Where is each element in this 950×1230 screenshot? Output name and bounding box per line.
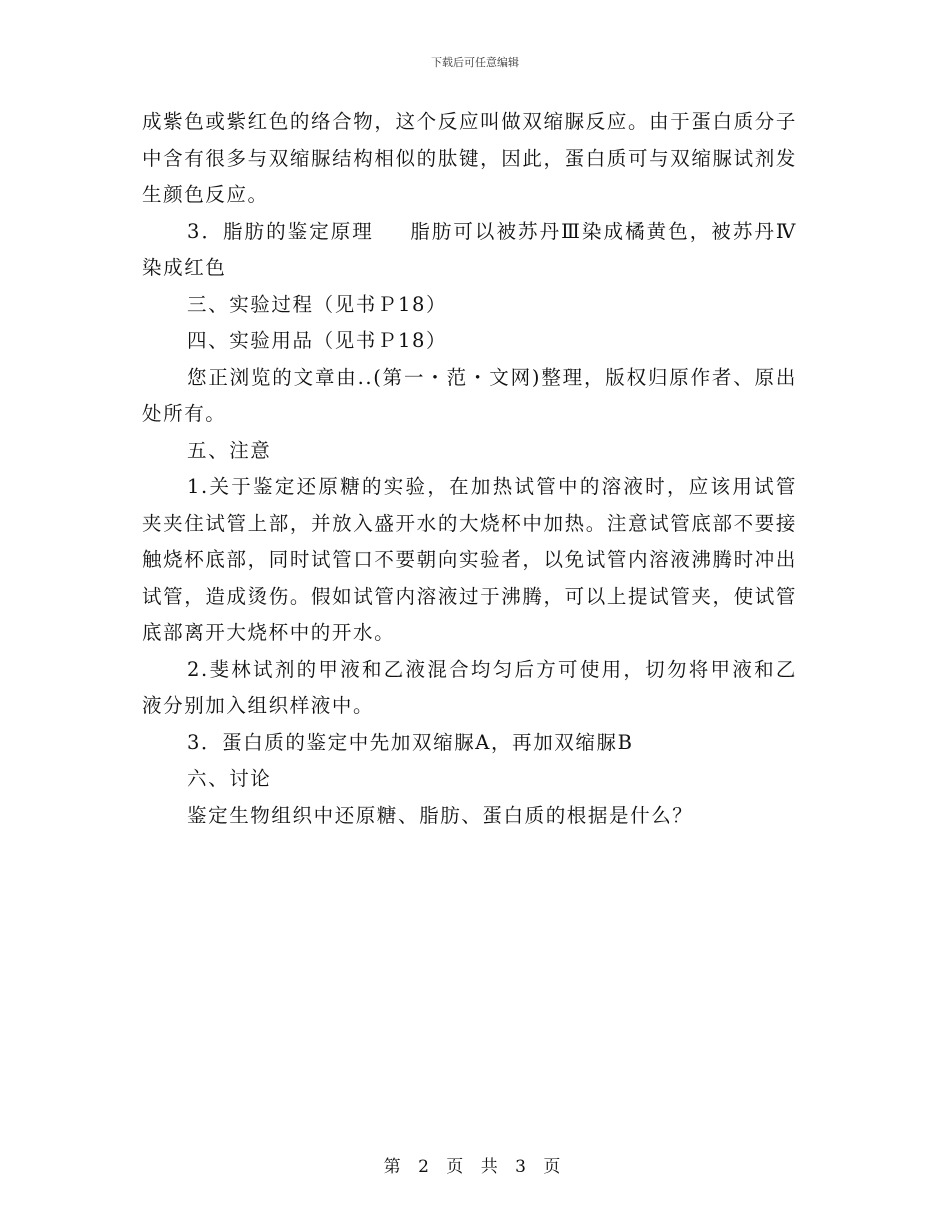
section-heading-discussion: 六、讨论 <box>187 767 272 790</box>
paragraph-note-1: 1.关于鉴定还原糖的实验，在加热试管中的溶液时，应该用试管夹夹住试管上部，并放入盛开水的大烧杯中加热。注意试管底部不要接触烧杯底部，同时试管口不要朝向实验者，以免试管内溶液沸腾时冲出试管，造成烫伤。假如试管内溶液过于沸腾，可以上提试管夹，使试管底部离开大烧杯中的开水。 <box>142 475 797 644</box>
fat-principle-heading: 3．脂肪的鉴定原理 <box>187 219 374 243</box>
document-body <box>142 104 797 834</box>
paragraph-discussion-question: 鉴定生物组织中还原糖、脂肪、蛋白质的根据是什么？ <box>187 803 694 827</box>
section-heading-materials: 四、实验用品（见书Ｐ18） <box>187 329 448 352</box>
paragraph-source-notice: 您正浏览的文章由..(第一・范・文网)整理，版权归原作者、原出处所有。 <box>142 365 797 425</box>
paragraph-biuret-reaction: 成紫色或紫红色的络合物，这个反应叫做双缩脲反应。由于蛋白质分子中含有很多与双缩脲结构相似的肽键，因此，蛋白质可与双缩脲试剂发生颜色反应。 <box>142 110 797 206</box>
fat-principle-text: 脂肪可以被苏丹Ⅲ染成橘黄色，被苏丹Ⅳ染成红色 <box>142 219 797 279</box>
page-footer: 第 2 页 共 3 页 <box>383 1157 567 1177</box>
section-heading-notes: 五、注意 <box>187 438 272 462</box>
paragraph-note-3: 3．蛋白质的鉴定中先加双缩脲A，再加双缩脲B <box>187 730 634 754</box>
paragraph-note-2: 2.斐林试剂的甲液和乙液混合均匀后方可使用，切勿将甲液和乙液分别加入组织样液中。 <box>142 657 797 717</box>
page-header: 下载后可任意编辑 <box>431 56 519 69</box>
paragraph-fat-principle <box>142 214 797 287</box>
section-heading-procedure: 三、实验过程（见书Ｐ18） <box>187 292 448 316</box>
